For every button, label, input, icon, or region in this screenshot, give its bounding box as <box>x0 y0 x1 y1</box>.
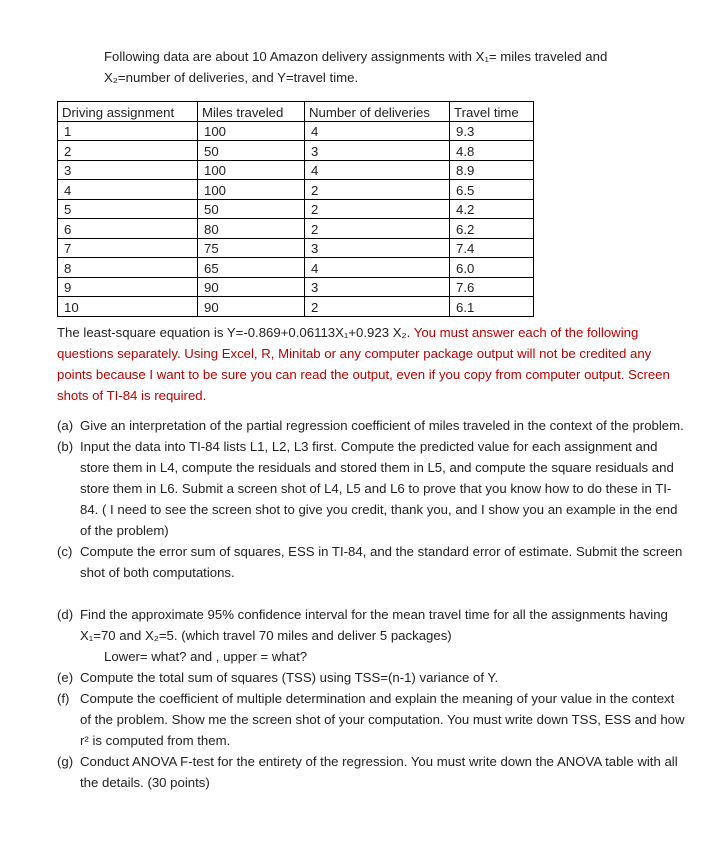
question-d <box>57 604 687 667</box>
cell-miles: 100 <box>198 121 305 141</box>
question-text: Give an interpretation of the partial regression coefficient of miles traveled in the context of the problem. <box>80 418 684 433</box>
cell-deliveries: 2 <box>305 199 450 219</box>
cell-deliveries: 3 <box>305 277 450 297</box>
question-text: Find the approximate 95% confidence interval for the mean travel time for all the assignments having X₁=70 and X₂=5. (which travel 70 miles and deliver 5 packages) <box>80 607 668 643</box>
table-row <box>58 258 534 278</box>
question-label: (f) <box>57 691 70 706</box>
cell-deliveries: 3 <box>305 238 450 258</box>
cell-travel-time: 7.4 <box>450 238 534 258</box>
table-row <box>58 238 534 258</box>
cell-travel-time: 8.9 <box>450 160 534 180</box>
cell-miles: 65 <box>198 258 305 278</box>
question-a <box>57 415 687 436</box>
cell-travel-time: 4.2 <box>450 199 534 219</box>
table-row <box>58 219 534 239</box>
cell-deliveries: 3 <box>305 141 450 161</box>
table-body <box>58 121 534 316</box>
cell-miles: 80 <box>198 219 305 239</box>
cell-travel-time: 6.2 <box>450 219 534 239</box>
least-square-equation: The least-square equation is Y=-0.869+0.06113X₁+0.923 X₂. <box>57 325 414 340</box>
table-row <box>58 141 534 161</box>
intro-line-1: Following data are about 10 Amazon delivery assignments with X₁= miles traveled and <box>104 49 608 64</box>
cell-assignment: 8 <box>58 258 198 278</box>
instructions-warning: You must answer each of the following questions separately. Using Excel, R, Minitab or any computer package output will not be credited any points because I want to be sure you can read the output, even if you copy from computer output. Screen shots of TI-84 is required. <box>57 325 670 403</box>
question-f <box>57 688 687 751</box>
data-table <box>57 101 534 317</box>
question-text: Compute the coefficient of multiple determination and explain the meaning of your value in the context of the problem. Show me the screen shot of your computation. You must write down TSS, ESS and how r² is computed from them. <box>80 691 685 748</box>
question-label: (c) <box>57 544 73 559</box>
equation-paragraph <box>57 322 687 406</box>
cell-miles: 75 <box>198 238 305 258</box>
cell-travel-time: 6.0 <box>450 258 534 278</box>
cell-miles: 50 <box>198 141 305 161</box>
table-row <box>58 297 534 317</box>
table-row <box>58 160 534 180</box>
header-driving-assignment: Driving assignment <box>58 102 198 122</box>
question-label: (e) <box>57 670 74 685</box>
cell-assignment: 6 <box>58 219 198 239</box>
question-text: Conduct ANOVA F-test for the entirety of the regression. You must write down the ANOVA table with all the details. (30 points) <box>80 754 678 790</box>
cell-travel-time: 9.3 <box>450 121 534 141</box>
cell-deliveries: 2 <box>305 297 450 317</box>
cell-assignment: 4 <box>58 180 198 200</box>
cell-miles: 100 <box>198 180 305 200</box>
cell-travel-time: 7.6 <box>450 277 534 297</box>
cell-travel-time: 6.1 <box>450 297 534 317</box>
question-b <box>57 436 687 541</box>
cell-assignment: 1 <box>58 121 198 141</box>
cell-assignment: 5 <box>58 199 198 219</box>
header-miles-traveled: Miles traveled <box>198 102 305 122</box>
table-row <box>58 277 534 297</box>
question-text: Input the data into TI-84 lists L1, L2, L3 first. Compute the predicted value for each assignment and store them in L4, compute the residuals and stored them in L5, and compute the square residuals and store them in L6. Submit a screen shot of L4, L5 and L6 to prove that you know how to do these in TI-84. ( I need to see the screen shot to give you credit, thank you, and I show you an example in the end of the problem) <box>80 439 678 538</box>
question-c <box>57 541 687 583</box>
cell-deliveries: 4 <box>305 160 450 180</box>
cell-deliveries: 2 <box>305 180 450 200</box>
cell-miles: 90 <box>198 277 305 297</box>
question-label: (g) <box>57 754 74 769</box>
cell-assignment: 7 <box>58 238 198 258</box>
questions-list <box>57 415 687 793</box>
intro-paragraph <box>104 46 694 88</box>
table-row <box>58 121 534 141</box>
cell-assignment: 3 <box>58 160 198 180</box>
question-text: Compute the error sum of squares, ESS in TI-84, and the standard error of estimate. Submit the screen shot of both computations. <box>80 544 683 580</box>
cell-assignment: 2 <box>58 141 198 161</box>
question-label: (a) <box>57 418 74 433</box>
cell-miles: 90 <box>198 297 305 317</box>
question-text: Compute the total sum of squares (TSS) using TSS=(n-1) variance of Y. <box>80 670 499 685</box>
cell-miles: 100 <box>198 160 305 180</box>
header-travel-time: Travel time <box>450 102 534 122</box>
table-row <box>58 180 534 200</box>
cell-miles: 50 <box>198 199 305 219</box>
cell-travel-time: 6.5 <box>450 180 534 200</box>
question-d-subline: Lower= what? and , upper = what? <box>104 649 308 664</box>
cell-deliveries: 4 <box>305 121 450 141</box>
question-label: (b) <box>57 439 74 454</box>
cell-assignment: 9 <box>58 277 198 297</box>
header-number-of-deliveries: Number of deliveries <box>305 102 450 122</box>
cell-travel-time: 4.8 <box>450 141 534 161</box>
question-g <box>57 751 687 793</box>
table-row <box>58 199 534 219</box>
question-label: (d) <box>57 607 74 622</box>
table-header-row <box>58 102 534 122</box>
question-e <box>57 667 687 688</box>
cell-assignment: 10 <box>58 297 198 317</box>
intro-line-2: X₂=number of deliveries, and Y=travel time. <box>104 70 359 85</box>
cell-deliveries: 2 <box>305 219 450 239</box>
cell-deliveries: 4 <box>305 258 450 278</box>
